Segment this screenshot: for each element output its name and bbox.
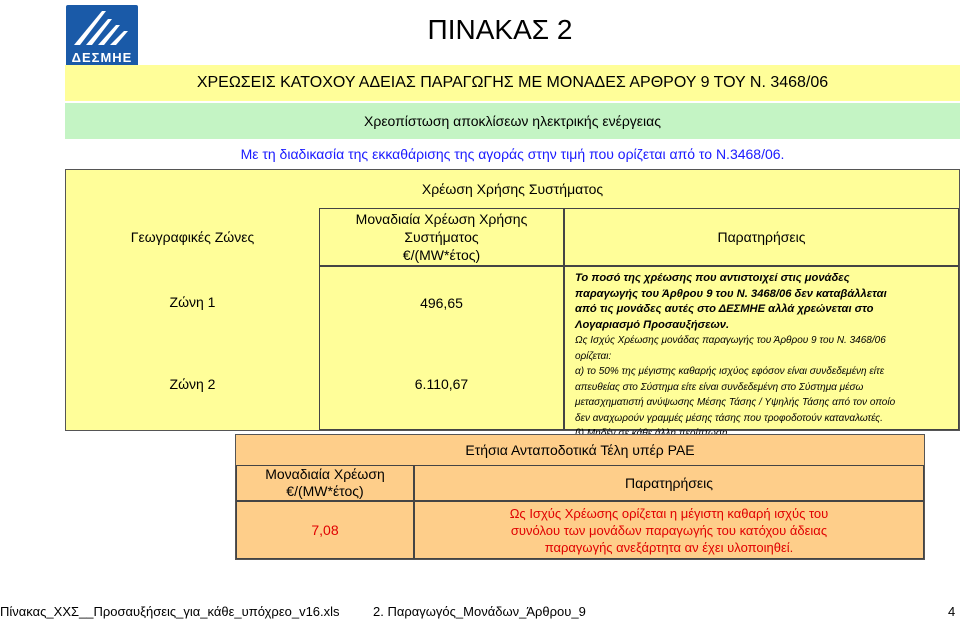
remarks-column-header xyxy=(564,208,959,266)
rae-fees-section-title-text: Ετήσια Ανταποδοτικά Τέλη υπέρ ΡΑΕ xyxy=(465,442,695,458)
zone-1-value: 496,65 xyxy=(420,294,463,311)
system-use-section-title-text: Χρέωση Χρήσης Συστήματος xyxy=(421,181,604,197)
zone-2-label: Ζώνη 2 xyxy=(169,376,216,392)
rae-remarks-line: Ως Ισχύς Χρέωσης ορίζεται η μέγιστη καθαρή ισχύς του xyxy=(509,505,829,521)
settlement-note-text: Με τη διαδικασία της εκκαθάρισης της αγοράς στην τιμή που ορίζεται από το Ν.3468/06. xyxy=(240,146,785,162)
zones-column-header-text: Γεωγραφικές Ζώνες xyxy=(130,229,255,245)
zone-1-label: Ζώνη 1 xyxy=(169,294,216,310)
system-use-section-title xyxy=(66,170,959,208)
remarks-line: δεν αναχωρούν γραμμές μέσης τάσης που τροφοδοτούν καταναλωτές. xyxy=(575,412,883,424)
rae-remarks-header-text: Παρατηρήσεις xyxy=(624,475,714,491)
rae-remarks-header xyxy=(414,465,924,501)
rae-unit-header-line1: Μοναδιαία Χρέωση xyxy=(265,466,385,482)
remarks-bold-line: Το ποσό της χρέωσης που αντιστοιχεί στις μονάδες xyxy=(575,272,850,284)
system-use-charge-table xyxy=(65,169,960,431)
zones-column-header xyxy=(66,208,319,266)
rae-unit-header-line2: €/(MW*έτος) xyxy=(286,483,364,499)
logo-text: ΔΕΣΜΗΕ xyxy=(71,50,133,65)
page-title: ΠΙΝΑΚΑΣ 2 xyxy=(427,14,573,45)
desmie-logo xyxy=(66,5,138,67)
unit-charge-header-line3: €/(MW*έτος) xyxy=(402,247,481,263)
imbalance-settlement-bar xyxy=(65,103,960,139)
remarks-line: μετασχηματιστή ανύψωσης Μέσης Τάσης / Υψηλής Τάσης από τον οποίο xyxy=(575,397,896,408)
remarks-bold-line: Λογαριασμό Προσαυξήσεων. xyxy=(575,318,730,331)
footer-page-number: 4 xyxy=(948,604,956,619)
zone-2-cell xyxy=(66,338,319,430)
footer-sheet-name: 2. Παραγωγός_Μονάδων_Άρθρου_9 xyxy=(373,604,586,619)
rae-remarks-line: συνόλου των μονάδων παραγωγής του κατόχου άδειας xyxy=(510,522,828,538)
settlement-note xyxy=(65,139,960,169)
imbalance-settlement-text: Χρεοπίστωση αποκλίσεων ηλεκτρικής ενέργειας xyxy=(364,113,661,129)
rae-fees-section-title xyxy=(236,435,924,465)
zone-2-value-cell xyxy=(319,338,564,430)
unit-charge-column-header xyxy=(319,208,564,266)
logo-graphic-icon xyxy=(66,5,138,51)
unit-charge-header-line1: Μοναδιαία Χρέωση Χρήσης xyxy=(355,211,528,227)
rae-value-cell xyxy=(236,501,414,559)
zone-2-value: 6.110,67 xyxy=(414,375,469,392)
subtitle-bar xyxy=(65,65,960,101)
subtitle-text: ΧΡΕΩΣΕΙΣ ΚΑΤΟΧΟΥ ΑΔΕΙΑΣ ΠΑΡΑΓΩΓΗΣ ΜΕ ΜΟΝΑΔΕΣ ΑΡΘΡΟΥ 9 ΤΟΥ Ν. 3468/06 xyxy=(196,74,829,91)
remarks-line: α) το 50% της μέγιστης καθαρής ισχύος εφόσον είναι συνδεδεμένη είτε xyxy=(575,366,885,377)
remarks-column-header-text: Παρατηρήσεις xyxy=(717,229,806,245)
remarks-line: ορίζεται: xyxy=(575,350,612,362)
unit-charge-header-line2: Συστήματος xyxy=(404,229,479,245)
zone-1-value-cell xyxy=(319,266,564,338)
rae-remarks-line: παραγωγής ανεξάρτητα αν έχει υλοποιηθεί. xyxy=(544,539,794,555)
rae-unit-charge-header xyxy=(236,465,414,501)
system-use-remarks-cell xyxy=(564,266,959,430)
rae-value: 7,08 xyxy=(311,522,339,538)
remarks-bold-line: παραγωγής του Άρθρου 9 του Ν. 3468/06 δεν καταβάλλεται xyxy=(575,287,887,300)
zone-1-cell xyxy=(66,266,319,338)
remarks-line: απευθείας στο Σύστημα είτε είναι συνδεδεμένη στο Σύστημα μέσω xyxy=(575,381,864,393)
rae-fees-table xyxy=(235,434,925,560)
footer-filename: Πίνακας_ΧΧΣ__Προσαυξήσεις_για_κάθε_υπόχρεο_v16.xls xyxy=(0,604,340,619)
remarks-line: Ως Ισχύς Χρέωσης μονάδας παραγωγής του Άρθρου 9 του Ν. 3468/06 xyxy=(575,335,886,346)
rae-remarks-cell xyxy=(414,501,924,559)
remarks-bold-line: από τις μονάδες αυτές στο ΔΕΣΜΗΕ αλλά χρεώνεται στο xyxy=(575,303,874,315)
